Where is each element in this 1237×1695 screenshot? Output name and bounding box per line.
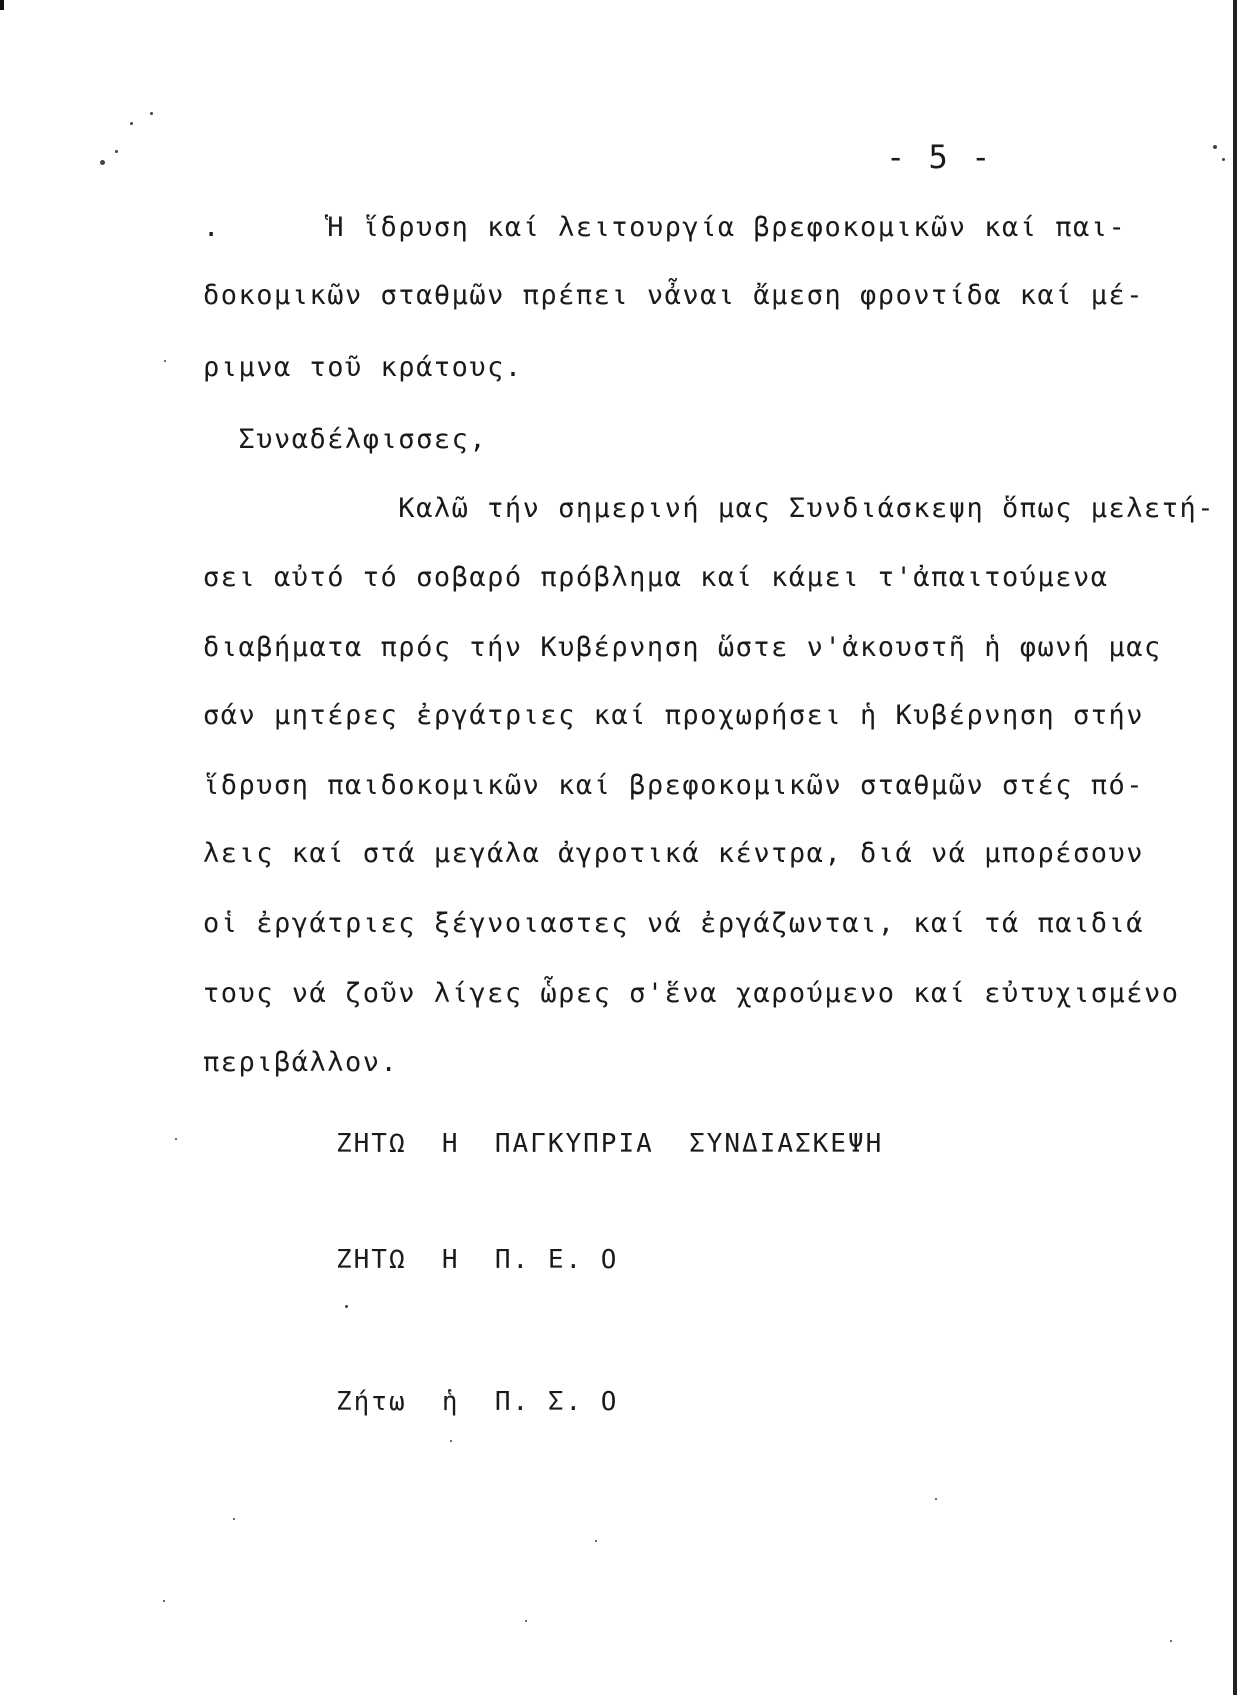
body-line: διαβήματα πρός τήν Κυβέρνηση ὥστε ν'ἀκουστῆ ἡ φωνή μας (203, 632, 1162, 663)
scan-speck (1222, 158, 1225, 161)
scan-speck (150, 112, 153, 115)
body-line: σάν μητέρες ἐργάτριες καί προχωρήσει ἡ Κυβέρνηση στήν (203, 700, 1145, 731)
scan-speck (175, 1138, 177, 1140)
scan-speck (345, 1305, 348, 1308)
body-line: λεις καί στά μεγάλα ἀγροτικά κέντρα, διά νά μπορέσουν (203, 838, 1145, 869)
closing-slogan: ΖΗΤΩ Η ΠΑΓΚΥΠΡΙΑ ΣΥΝΔΙΑΣΚΕΨΗ (336, 1129, 884, 1159)
right-edge-mark (1233, 0, 1237, 1695)
scan-speck (1213, 145, 1217, 149)
scan-speck (525, 1620, 527, 1622)
scan-speck (450, 1440, 452, 1442)
scan-speck (164, 360, 166, 362)
body-line: οἱ ἐργάτριες ξέγνοιαστες νά ἐργάζωνται, καί τά παιδιά (203, 908, 1145, 939)
scan-speck (130, 122, 133, 125)
closing-slogan: Ζήτω ἡ Π. Σ. Ο (336, 1387, 619, 1417)
scan-speck (1170, 1640, 1172, 1642)
scan-speck (233, 1518, 235, 1520)
scan-speck (100, 160, 105, 165)
body-line: σει αὐτό τό σοβαρό πρόβλημα καί κάμει τ'ἀπαιτούμενα (203, 562, 1109, 593)
body-line: ἵδρυση παιδοκομικῶν καί βρεφοκομικῶν σταθμῶν στές πό- (203, 770, 1145, 801)
page-number: - 5 - (886, 138, 993, 176)
scan-speck (595, 1540, 597, 1542)
closing-slogan: ΖΗΤΩ Η Π. Ε. Ο (336, 1245, 619, 1275)
body-line: Καλῶ τήν σημερινή μας Συνδιάσκεψη ὅπως μελετή- (203, 493, 1216, 524)
scan-speck (115, 150, 118, 153)
body-line: Συναδέλφισσες, (203, 424, 488, 455)
body-line: τους νά ζοῦν λίγες ὧρες σ'ἕνα χαρούμενο καί εὐτυχισμένο (203, 978, 1180, 1009)
body-line: δοκομικῶν σταθμῶν πρέπει νἆναι ἄμεση φροντίδα καί μέ- (203, 280, 1145, 311)
body-line: . Ἡ ἵδρυση καί λειτουργία βρεφοκομικῶν καί παι- (203, 212, 1127, 243)
left-edge-mark (0, 0, 4, 10)
scan-speck (935, 1498, 937, 1500)
scan-speck (163, 1600, 165, 1602)
body-line: ριμνα τοῦ κράτους. (203, 352, 523, 383)
body-line: περιβάλλον. (203, 1047, 399, 1078)
